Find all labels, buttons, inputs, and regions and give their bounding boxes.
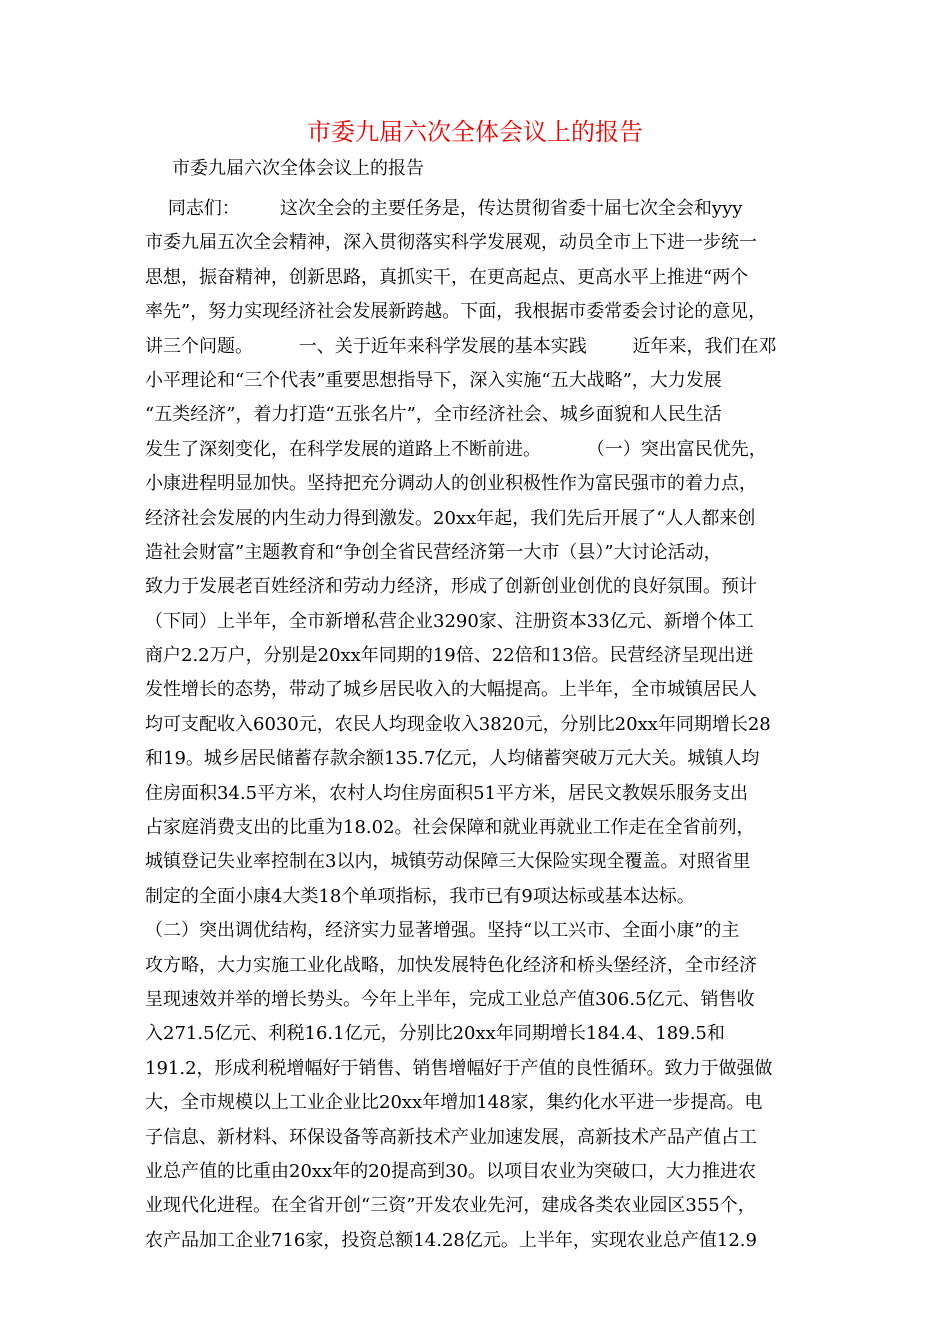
body-text-line: 发性增长的态势，带动了城乡居民收入的大幅提高。上半年，全市城镇居民人 [145, 679, 757, 701]
body-text-line: 子信息、新材料、环保设备等高新技术产业加速发展，高新技术产品产值占工 [145, 1126, 757, 1148]
body-text-line: 发生了深刻变化，在科学发展的道路上不断前进。 （一）突出富民优先， [145, 438, 767, 460]
body-text-line: 致力于发展老百姓经济和劳动力经济，形成了创新创业创优的良好氛围。预计 [145, 576, 757, 598]
body-text-line: 业总产值的比重由20xx年的20提高到30。以项目农业为突破口，大力推进农 [145, 1160, 757, 1182]
body-text-line: （二）突出调优结构，经济实力显著增强。坚持“以工兴市、全面小康”的主 [145, 920, 740, 942]
body-text-line: 191.2，形成利税增幅好于销售、销售增幅好于产值的良性循环。致力于做强做 [145, 1057, 773, 1079]
body-text-line: “五类经济”，着力打造“五张名片”，全市经济社会、城乡面貌和人民生活 [145, 404, 722, 426]
body-text-line: 入271.5亿元、利税16.1亿元，分别比20xx年同期增长184.4、189.5和 [145, 1023, 725, 1045]
body-text-line: 业现代化进程。在全省开创“三资”开发农业先河，建成各类农业园区355个， [145, 1195, 756, 1217]
document-title: 市委九届六次全体会议上的报告 [307, 118, 643, 146]
body-text-line: 率先”，努力实现经济社会发展新跨越。下面，我根据市委常委会讨论的意见， [145, 301, 767, 323]
body-text-line: 和19。城乡居民储蓄存款余额135.7亿元，人均储蓄突破万元大关。城镇人均 [145, 748, 760, 770]
body-text-line: 小平理论和“三个代表”重要思想指导下，深入实施“五大战略”，大力发展 [145, 369, 722, 391]
body-text-line: 攻方略，大力实施工业化战略，加快发展特色化经济和桥头堡经济，全市经济 [145, 954, 757, 976]
body-text-line: 经济社会发展的内生动力得到激发。20xx年起，我们先后开展了“人人都来创 [145, 507, 756, 529]
body-text-line: （下同）上半年，全市新增私营企业3290家、注册资本33亿元、新增个体工 [145, 610, 754, 632]
body-text-line: 城镇登记失业率控制在3以内，城镇劳动保障三大保险实现全覆盖。对照省里 [145, 851, 751, 873]
body-text-line: 市委九届五次全会精神，深入贯彻落实科学发展观，动员全市上下进一步统一 [145, 232, 757, 254]
body-text-line: 呈现速效并举的增长势头。今年上半年，完成工业总产值306.5亿元、销售收 [145, 988, 755, 1010]
body-text-line: 制定的全面小康4大类18个单项指标，我市已有9项达标或基本达标。 [145, 885, 695, 907]
body-text-line: 商户2.2万户，分别是20xx年同期的19倍、22倍和13倍。民营经济呈现出迸 [145, 645, 754, 667]
body-text-line: 小康进程明显加快。坚持把充分调动人的创业积极性作为富民强市的着力点， [145, 473, 757, 495]
body-text-line: 占家庭消费支出的比重为18.02。社会保障和就业再就业工作走在全省前列， [145, 817, 755, 839]
body-text-line: 同志们： 这次全会的主要任务是，传达贯彻省委十届七次全会和yyy [145, 198, 743, 219]
body-text-line: 讲三个问题。 一、关于近年来科学发展的基本实践 近年来，我们在邓 [145, 335, 777, 357]
document-subtitle: 市委九届六次全体会议上的报告 [172, 158, 424, 179]
body-text-line: 住房面积34.5平方米，农村人均住房面积51平方米，居民文教娱乐服务支出 [145, 782, 748, 804]
body-text-line: 思想，振奋精神，创新思路，真抓实干，在更高起点、更高水平上推进“两个 [145, 266, 749, 288]
body-text-line: 造社会财富”主题教育和“争创全省民营经济第一大市（县）”大讨论活动， [145, 541, 722, 563]
body-text-line: 大，全市规模以上工业企业比20xx年增加148家，集约化水平进一步提高。电 [145, 1092, 763, 1114]
body-text-line: 均可支配收入6030元，农民人均现金收入3820元，分别比20xx年同期增长28 [145, 713, 771, 735]
document-body [145, 192, 805, 1258]
body-text-line: 农产品加工企业716家，投资总额14.28亿元。上半年，实现农业总产值12.9 [145, 1229, 757, 1251]
